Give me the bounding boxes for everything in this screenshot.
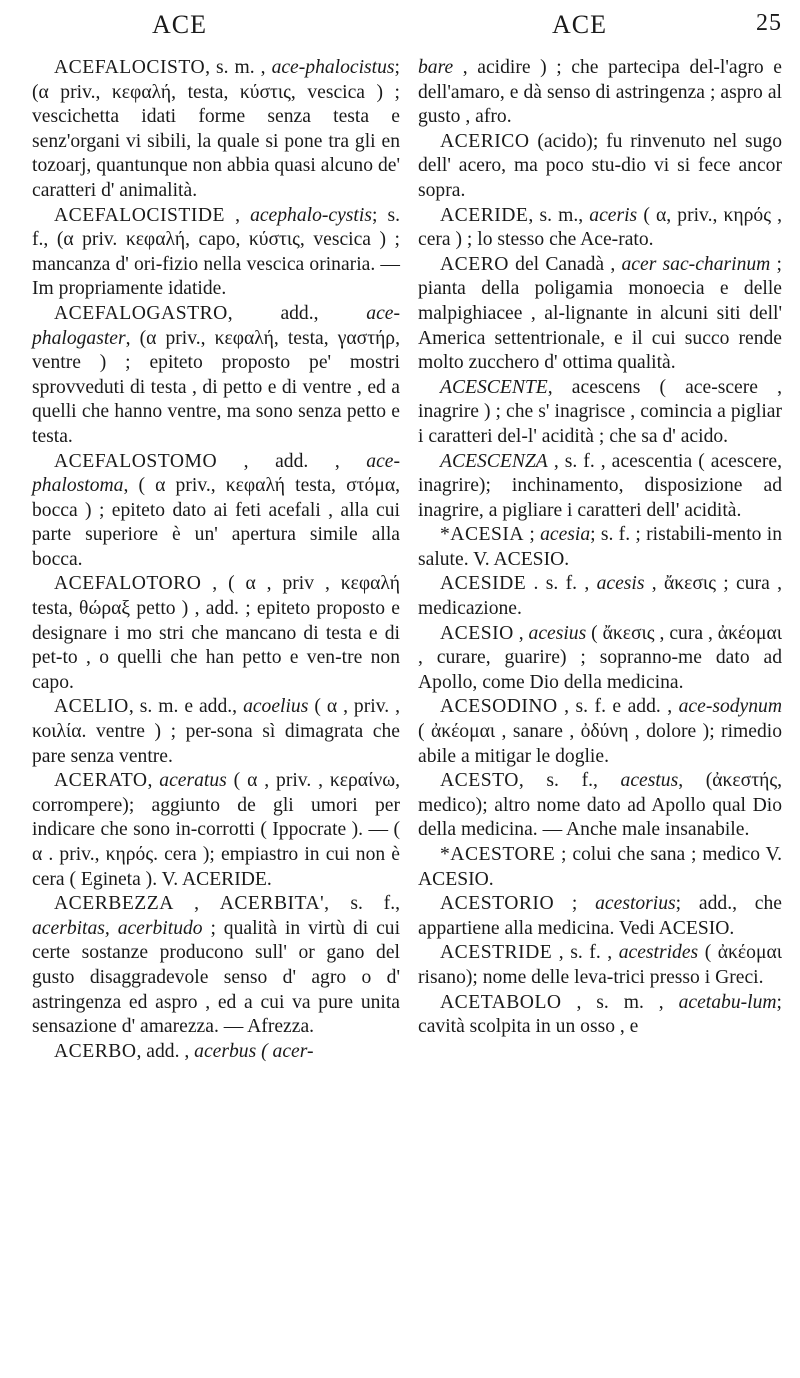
entry-text: ( α , priv. , κεραίνω, corrompere); aggiunto de gli umori per indicare che sono in-corrotti ( Ippocrate ). — ( α . priv., κηρός. cera ); empiastro in cui non è cera ( Egineta ). V. ACERIDE.: [32, 770, 400, 890]
dictionary-entry: [418, 695, 782, 769]
entry-latin-term: acestus: [620, 770, 679, 792]
entry-text: , s. m. e add.,: [128, 696, 244, 718]
dictionary-entry: [418, 941, 782, 990]
entry-text: , acidire ) ; che partecipa del-l'agro e dell'amaro, e dà senso di astringenza ; aspro al gusto , afro.: [418, 57, 782, 128]
entry-headword: ACESTRIDE: [440, 942, 553, 964]
entry-text: . s. f. ,: [526, 573, 597, 595]
entry-headword: ACETABOLO: [440, 991, 562, 1013]
entry-latin-term: acesia: [540, 524, 591, 546]
page-number: 25: [756, 10, 782, 36]
dictionary-entry: [418, 572, 782, 621]
entry-latin-term: ACESCENTE: [440, 376, 548, 398]
entry-headword: ACESODINO: [440, 696, 558, 718]
left-column: [32, 56, 400, 1064]
entry-text: , add.,: [227, 302, 367, 324]
entry-text: , s. f. ,: [552, 942, 619, 964]
entry-latin-term: ace-sodynum: [678, 696, 782, 718]
entry-text: , add. ,: [136, 1040, 195, 1062]
entry-latin-term: aceratus: [159, 770, 227, 792]
entry-latin-term: acephalo-cystis: [250, 204, 372, 226]
dictionary-entry: [32, 56, 400, 204]
entry-text: ; s. f., (α priv. κεφαλή, capo, κύστις, vescica ) ; mancanza d' ori-fizio nella vescica orinaria. — Im propriamente idatide.: [32, 204, 400, 300]
dictionary-entry: [418, 892, 782, 941]
entry-headword: *ACESTORE: [440, 844, 556, 865]
dictionary-entry: [32, 204, 400, 302]
running-head-left: ACE: [152, 10, 207, 39]
entry-text: s. f.,: [329, 893, 400, 915]
entry-headword: *ACESIA: [440, 524, 525, 546]
dictionary-entry: [418, 253, 782, 376]
entry-text: ; pianta della poligamia monoecia e delle malpighiacee , al-lignante in alcuni siti dell' America settentrionale, e il cui succo rende molto zucchero d' ottima qualità.: [418, 253, 783, 374]
entry-text: ,: [147, 770, 160, 792]
right-column: [418, 56, 782, 1040]
dictionary-entry: [418, 56, 782, 130]
entry-headword: ACEFALOCISTIDE: [54, 204, 226, 226]
entry-text: ( ἀκέομαι , sanare , ὀδύνη , dolore ); rimedio abile a mitigar le doglie.: [418, 721, 782, 767]
dictionary-entry: [32, 572, 400, 695]
entry-latin-term: acestrides: [618, 942, 699, 964]
entry-text: ( α, priv., κηρός , cera ) ; lo stesso che Ace-rato.: [418, 204, 783, 251]
entry-text: , acescens ( ace-scere , inagrire ) ; che s' inagrisce , comincia a pigliar i caratteri del-l' acidità ; che sa d' acido.: [418, 376, 782, 447]
entry-latin-term: acerbus ( acer-: [194, 1040, 314, 1062]
dictionary-entry: [32, 695, 400, 769]
entry-text: , s. f. , acescentia ( acescere, inagrire); inchinamento, disposizione ad inagrire, a pigliare i caratteri dell' acidità.: [418, 450, 782, 521]
entry-headword: ACESIO: [440, 622, 514, 644]
page-header: [22, 6, 782, 54]
entry-text: , (α priv., κεφαλή, testa, γαστήρ, ventre ) ; epiteto proposto pe' mostri sprovveduti di testa , di petto e di ventre , ed a quelli che hanno ventre, ma sono senza petto e testa.: [32, 327, 400, 447]
dictionary-entry: [418, 523, 782, 572]
running-head-right: ACE: [552, 10, 607, 39]
entry-latin-term: acestorius: [595, 893, 676, 915]
entry-text: ( ἄκεσις , cura , ἀκέομαι , curare, guarire) ; soprannо-me dato ad Apollo, come Dio della medicina.: [418, 622, 782, 693]
entry-text: ( α , priv. , κοιλία. ventre ) ; per-sona sì dimagrata che pare senza ventre.: [32, 696, 400, 767]
entry-text: , s. f. e add. ,: [557, 696, 679, 718]
entry-latin-term: ace-phalostoma: [32, 450, 400, 497]
dictionary-entry: [32, 892, 400, 1040]
dictionary-entry: [32, 302, 400, 450]
dictionary-entry: [418, 376, 782, 450]
entry-text: (acido); fu rinvenuto nel sugo dell' acero, ma poco stu-dio vi si fece ancor sopra.: [418, 130, 782, 201]
entry-headword: ACERO: [440, 253, 509, 275]
dictionary-entry: [418, 130, 782, 204]
dictionary-entry: [32, 450, 400, 573]
entry-latin-term: acesius: [528, 622, 587, 644]
entry-headword: ACESTORIO: [440, 893, 555, 915]
dictionary-entry: [418, 622, 782, 696]
entry-text: ; (α priv., κεφαλή, testa, κύστις, vescica ) ; vescichetta idati forme senza testa e senz'organi vi sibili, la quale si pone tra gli en tozoarj, quantunque non abbia quasi alcuno de' caratteri d' animalità.: [32, 57, 400, 201]
entry-text: ,: [225, 204, 251, 226]
entry-text: , s. f.,: [518, 770, 621, 792]
entry-text: , s. m.,: [528, 204, 590, 226]
entry-text: del Canadà ,: [508, 253, 622, 275]
entry-headword: ACERBO: [54, 1040, 137, 1062]
entry-text: , s. m. ,: [561, 991, 679, 1013]
dictionary-entry: [418, 991, 782, 1040]
entry-headword: ACEFALOTORO: [54, 573, 202, 595]
entry-text: , s. m. ,: [205, 57, 272, 78]
entry-latin-term: ace-phalogaster: [32, 302, 400, 349]
entry-latin-term: acoelius: [243, 696, 309, 718]
entry-headword: ACESIDE: [440, 573, 527, 595]
entry-text: , (ἀκεστής, medico); altro nome dato ad Apollo qual Dio della medicina. — Anche male insanabile.: [418, 770, 782, 841]
dictionary-entry: [32, 1040, 400, 1065]
entry-text: , ( α , priv , κεφαλή testa, θώραξ petto ) , add. ; epiteto proposto e designare i mo stri che mancano di testa e di pet-to , o quelli che han petto e ven-tre non capo.: [32, 573, 400, 693]
entry-text: ; cavità scolpita in un osso , e: [418, 991, 782, 1038]
dictionary-entry: [418, 843, 782, 892]
entry-headword: ACEFALOCISTO: [54, 57, 206, 78]
entry-text: ; colui che sana ; medico V. ACESIO.: [418, 844, 782, 890]
dictionary-entry: [418, 204, 782, 253]
entry-headword: ACERICO: [440, 130, 530, 152]
entry-latin-term: ace-phalocistus: [271, 57, 395, 78]
entry-headword: ACERIDE: [440, 204, 529, 226]
entry-headword: ACERBEZZA , ACERBITA',: [54, 893, 330, 915]
entry-headword: ACEFALOSTOMO: [54, 450, 218, 472]
entry-latin-term: ACESCENZA: [440, 450, 548, 472]
entry-text: , add. ,: [217, 450, 367, 472]
entry-text: , ἄκεσις ; cura , medicazione.: [418, 573, 782, 620]
entry-text: , ( α priv., κεφαλή testa, στόμα, bocca ) ; epiteto dato ai feti acefali , alla cui parte superiore è un' apertura simile alla bocca.: [32, 475, 400, 570]
dictionary-entry: [418, 769, 782, 843]
entry-headword: ACELIO: [54, 696, 129, 718]
entry-text: ; s. f. ; ristabili-mento in salute. V. ACESIO.: [418, 524, 782, 570]
entry-latin-term: acerbitas, acerbitudo: [32, 917, 203, 939]
entry-latin-term: acesis: [596, 573, 645, 595]
entry-text: ;: [554, 893, 596, 915]
entry-headword: ACESTO: [440, 770, 519, 792]
dictionary-entry: [418, 450, 782, 524]
entry-headword: ACERATO: [54, 770, 148, 792]
entry-text: ,: [513, 622, 529, 644]
entry-latin-term: acer sac-charinum: [621, 253, 771, 275]
entry-latin-term: aceris: [589, 204, 638, 226]
entry-text: ;: [524, 524, 541, 546]
entry-text: ( ἀκέομαι risano); nome delle leva-trici presso i Greci.: [418, 942, 782, 988]
entry-latin-term: acetabu-lum: [678, 991, 777, 1013]
dictionary-entry: [32, 769, 400, 892]
entry-headword: ACEFALOGASTRO: [54, 302, 228, 324]
entry-text: ; add., che appartiene alla medicina. Vedi ACESIO.: [418, 893, 782, 939]
entry-text: ; qualità in virtù di cui certe sostanze producono sull' or gano del gusto disaggradevole senso d' agro o d' astringenza ed aspro , ed a cui va pure unita sensazione d' amarezza. — Afrezza.: [32, 917, 401, 1038]
entry-latin-term: bare: [418, 57, 454, 78]
